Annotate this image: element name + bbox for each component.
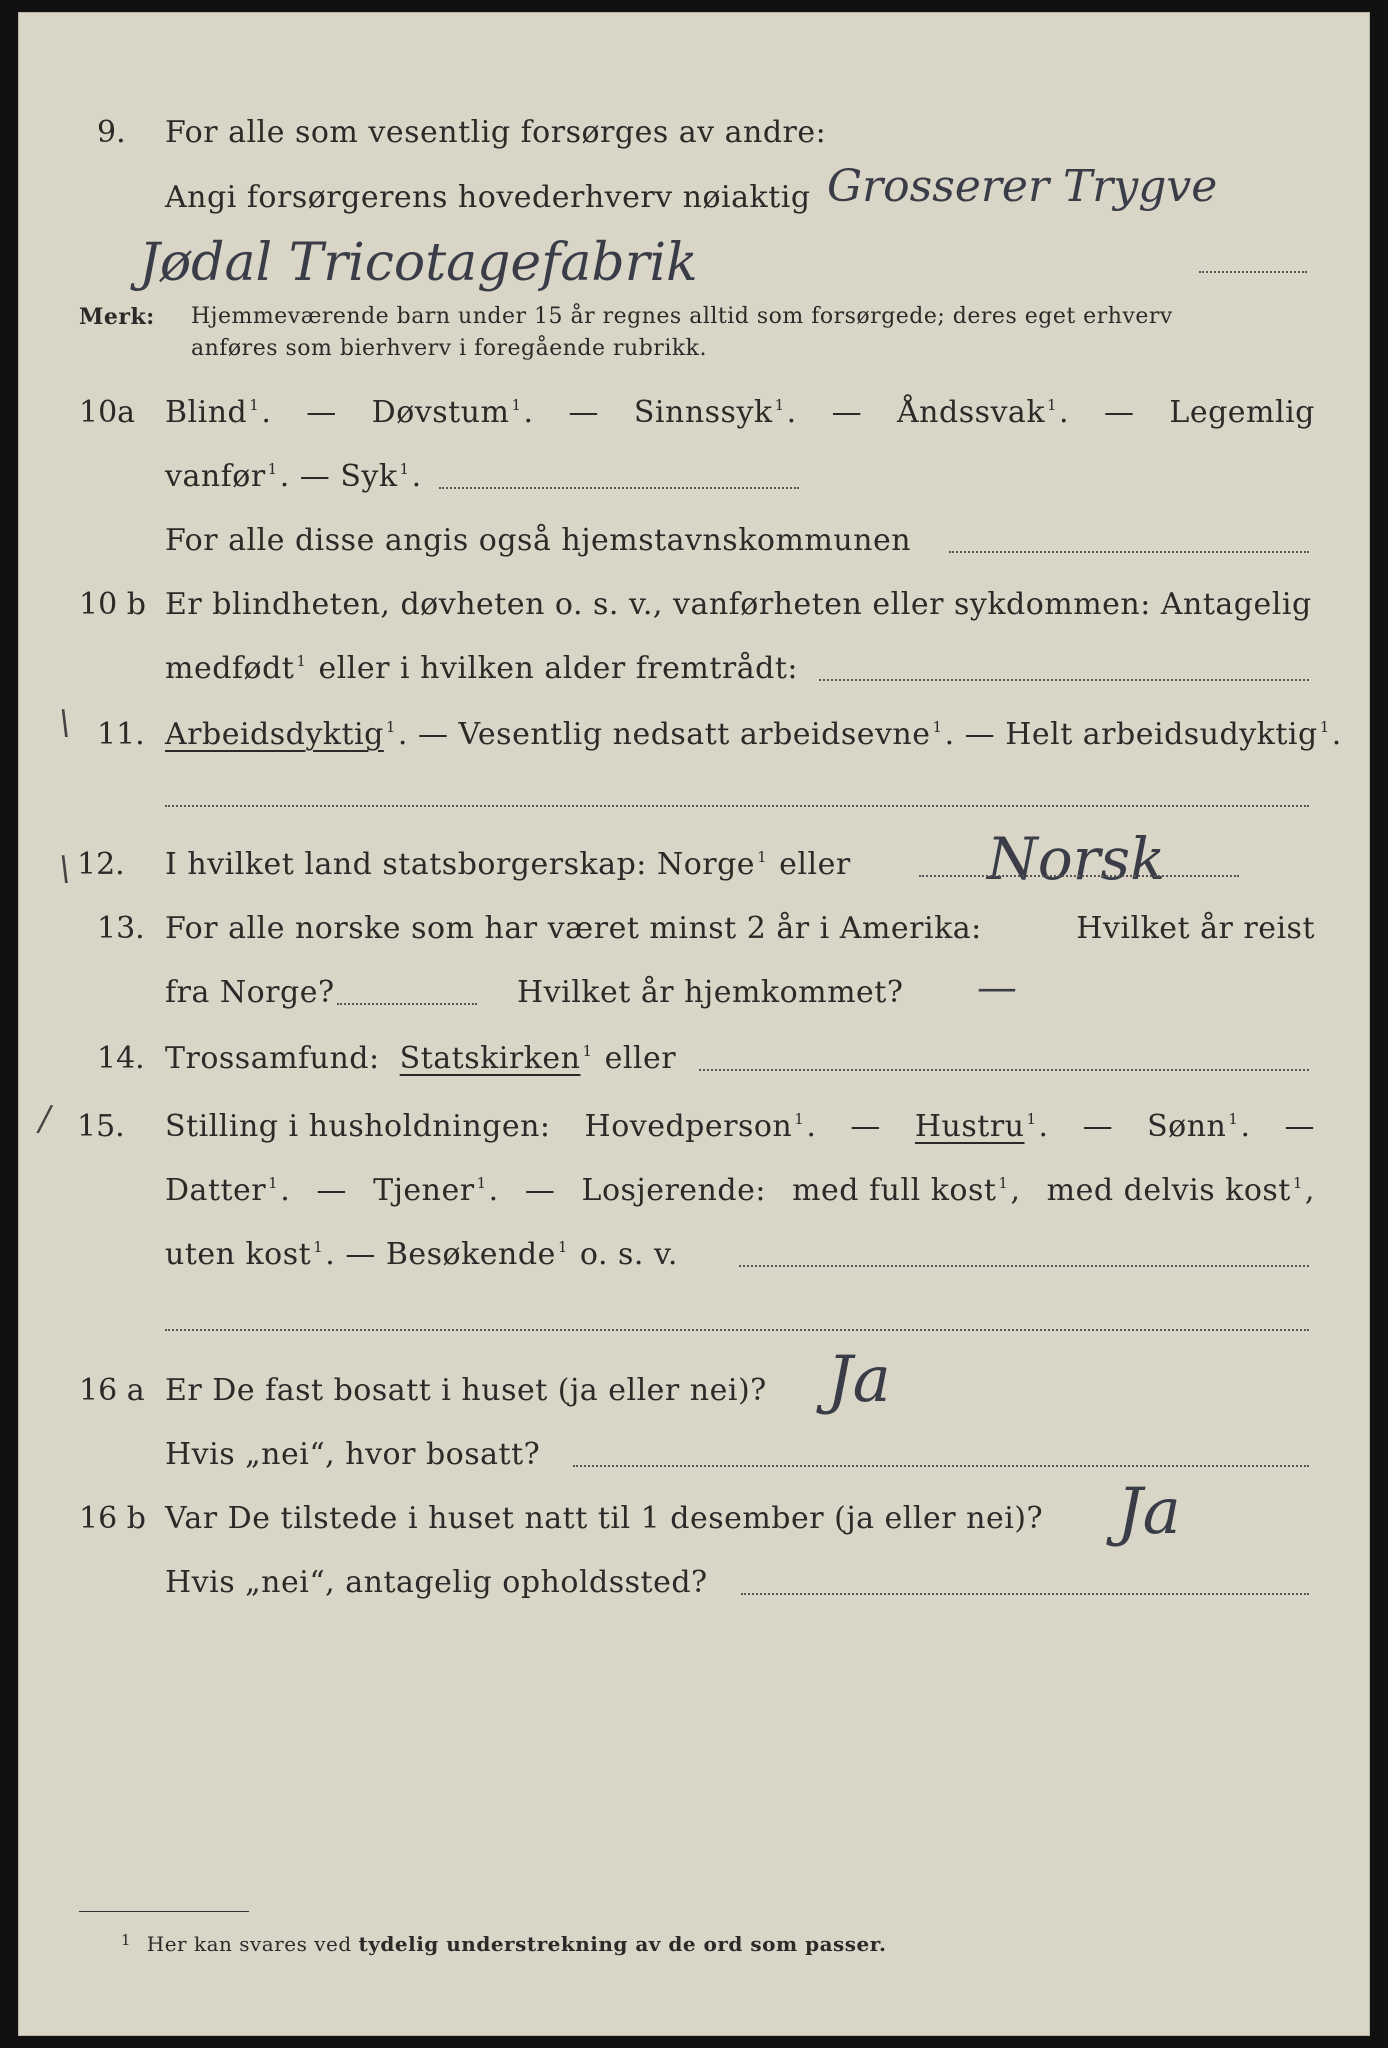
footnote-ref: 1	[1026, 1110, 1037, 1128]
q15-dotline-1	[739, 1265, 1309, 1267]
q9-line1: For alle som vesentlig forsørges av andre:	[165, 115, 827, 150]
footnote-ref: 1	[774, 396, 785, 414]
q16b-answer: Ja	[1117, 1475, 1181, 1549]
q16a-answer: Ja	[827, 1343, 891, 1417]
q15-osv: o. s. v.	[579, 1237, 678, 1272]
footnote-mark: 1	[121, 1931, 132, 1949]
footnote-text-b: tydelig understrekning av de ord som passer.	[358, 1932, 887, 1956]
q14-label: Trossamfund:	[165, 1041, 380, 1076]
option-arbeidsdyktig: Arbeidsdyktig	[165, 717, 384, 752]
option-andssvak: Åndssvak	[897, 395, 1045, 430]
q11-dotline	[165, 805, 1309, 807]
q10a-number: 10a	[79, 395, 136, 430]
footnote-ref: 1	[1047, 396, 1058, 414]
footnote-ref: 1	[313, 1238, 324, 1256]
option-syk: Syk	[340, 459, 398, 494]
q10a-line1: Blind $^1$. — Døvstum $^1$. — Sinnssyk $^1$. — Åndssvak $^1$. — Legemlig	[165, 393, 1315, 437]
note-line1: Hjemmeværende barn under 15 år regnes alltid som forsørgede; deres eget erhverv	[191, 304, 1173, 329]
q16a-number: 16 a	[79, 1373, 145, 1408]
q14-line	[165, 1039, 676, 1083]
footnote-ref: 1	[794, 1110, 805, 1128]
option-legemlig: Legemlig	[1169, 395, 1315, 430]
q13-line2	[165, 973, 335, 1013]
footnote-ref: 1	[511, 396, 522, 414]
q15-line2: Datter $^1$. — Tjener $^1$. — Losjerende: med full kost $^1$, med delvis kost $^1$,	[165, 1171, 1315, 1215]
option-full-kost: med full kost	[792, 1173, 997, 1208]
note-label: Merk:	[79, 304, 155, 330]
dash: —	[299, 459, 331, 494]
q9-line2-text: Angi forsørgerens hovederhverv nøiaktig	[165, 180, 811, 215]
q9-number: 9.	[97, 115, 126, 150]
footnote-text-a: Her kan svares ved	[146, 1932, 352, 1956]
option-sinnssyk: Sinnssyk	[633, 395, 773, 430]
q13-answer: —	[977, 965, 1017, 1011]
q13-reist-dotline	[337, 1003, 477, 1005]
q16b-number: 16 b	[79, 1501, 146, 1536]
census-form-page	[18, 12, 1370, 2036]
dash: —	[316, 1173, 347, 1208]
footnote-ref: 1	[267, 460, 278, 478]
q14-eller: eller	[604, 1041, 677, 1076]
dash: —	[524, 1173, 556, 1208]
q9-answer-line1: Grosserer Trygve	[827, 161, 1218, 212]
option-medfodt: medfødt	[165, 651, 295, 686]
footnote-ref: 1	[1292, 1174, 1303, 1192]
dash: —	[1284, 1109, 1315, 1144]
q11-line: Arbeidsdyktig $^1$. — Vesentlig nedsatt arbeidsevne $^1$. — Helt arbeidsudyktig $^1$.	[165, 717, 1342, 752]
q10a-line3: For alle disse angis også hjemstavnskommunen	[165, 523, 912, 558]
q13-line1b-text: Hvilket år reist	[1076, 911, 1315, 946]
option-hustru: Hustru	[914, 1109, 1025, 1144]
dash: —	[850, 1109, 881, 1144]
footnote-ref: 1	[582, 1042, 593, 1060]
option-datter: Datter	[165, 1173, 267, 1208]
footnote	[119, 1931, 886, 1959]
q16b-line1: Var De tilstede i huset natt til 1 desember (ja eller nei)?	[165, 1501, 1044, 1536]
option-losjerende: Losjerende:	[581, 1173, 766, 1208]
footnote-ref: 1	[1228, 1110, 1239, 1128]
q12-line	[165, 845, 851, 889]
q9-answer-dotline	[1199, 271, 1307, 273]
q16a-line1: Er De fast bosatt i huset (ja eller nei)?	[165, 1373, 767, 1408]
margin-tick-15: /	[39, 1099, 51, 1139]
q12-eller: eller	[779, 847, 851, 882]
q13-fra-norge: fra Norge?	[165, 975, 335, 1010]
dash: —	[417, 717, 449, 752]
option-besokende: Besøkende	[385, 1237, 556, 1272]
footnote-ref: 1	[476, 1174, 487, 1192]
q10b-number: 10 b	[79, 587, 146, 622]
q13-line1-text: For alle norske som har været minst 2 år i Amerika:	[165, 911, 982, 946]
q12-answer: Norsk	[987, 825, 1166, 893]
q12-dotline	[919, 875, 1239, 877]
margin-tick-11: \	[59, 703, 71, 743]
option-tjener: Tjener	[373, 1173, 475, 1208]
q16a-dotline	[573, 1465, 1309, 1467]
q14-dotline	[699, 1069, 1309, 1071]
q10a-syk-dotline	[439, 487, 799, 489]
option-norge: Norge	[656, 847, 756, 882]
footnote-rule	[79, 1911, 249, 1912]
dash: —	[1104, 395, 1135, 430]
footnote-ref: 1	[399, 460, 410, 478]
margin-tick-12: \	[59, 849, 71, 889]
q16b-line2: Hvis „nei“, antagelig opholdssted?	[165, 1565, 708, 1600]
q11-number: 11.	[97, 717, 145, 752]
option-sonn: Sønn	[1147, 1109, 1227, 1144]
q10a-hjemstavn-dotline	[949, 551, 1309, 553]
q15-label: Stilling i husholdningen:	[165, 1109, 551, 1144]
q13-hjemkommet: Hvilket år hjemkommet?	[517, 975, 904, 1010]
option-hovedperson: Hovedperson	[584, 1109, 793, 1144]
option-dovstum: Døvstum	[371, 395, 510, 430]
note-line2: anføres som bierhverv i foregående rubrikk.	[191, 336, 708, 361]
q16a-line2: Hvis „nei“, hvor bosatt?	[165, 1437, 541, 1472]
dash: —	[831, 395, 863, 430]
footnote-ref: 1	[557, 1238, 568, 1256]
footnote-ref: 1	[932, 718, 943, 736]
option-uten-kost: uten kost	[165, 1237, 312, 1272]
option-helt-arbeidsudyktig: Helt arbeidsudyktig	[1005, 717, 1318, 752]
dash: —	[568, 395, 599, 430]
option-vanfor: vanfør	[165, 459, 266, 494]
q15-dotline-2	[165, 1329, 1309, 1331]
q16b-dotline	[741, 1593, 1309, 1595]
q15-number: 15.	[77, 1109, 125, 1144]
dash: —	[964, 717, 996, 752]
q14-number: 14.	[97, 1041, 145, 1076]
footnote-ref: 1	[998, 1174, 1009, 1192]
dash: —	[306, 395, 337, 430]
q10b-line1: Er blindheten, døvheten o. s. v., vanførheten eller sykdommen: Antagelig	[165, 587, 1312, 622]
footnote-ref: 1	[1319, 718, 1330, 736]
q9-answer-line2: Jødal Tricotagefabrik	[139, 233, 698, 293]
footnote-ref: 1	[268, 1174, 279, 1192]
q12-text: I hvilket land statsborgerskap:	[165, 847, 647, 882]
footnote-ref: 1	[296, 652, 307, 670]
q15-line3: uten kost $^1$. — Besøkende $^1$ o. s. v.	[165, 1237, 678, 1272]
q12-number: 12.	[77, 847, 125, 882]
option-statskirken: Statskirken	[399, 1041, 581, 1076]
q13-line1	[165, 909, 1315, 949]
dash: —	[1082, 1109, 1114, 1144]
footnote-ref: 1	[249, 396, 260, 414]
footnote-ref: 1	[385, 718, 396, 736]
option-vesentlig-nedsatt: Vesentlig nedsatt arbeidsevne	[458, 717, 931, 752]
q9-line2	[165, 178, 811, 218]
q15-line1: Stilling i husholdningen: Hovedperson $^1$. — Hustru $^1$. — Sønn $^1$. —	[165, 1107, 1315, 1151]
dash: —	[345, 1237, 376, 1272]
option-blind: Blind	[165, 395, 248, 430]
q10a-line2: vanfør $^1$. — Syk $^1$.	[165, 459, 422, 494]
q10b-line2-rest: eller i hvilken alder fremtrådt:	[318, 651, 799, 686]
q13-number: 13.	[97, 911, 145, 946]
footnote-ref: 1	[757, 848, 768, 866]
q10b-dotline	[819, 679, 1309, 681]
option-delvis-kost: med delvis kost	[1046, 1173, 1291, 1208]
q10b-line2	[165, 649, 798, 693]
